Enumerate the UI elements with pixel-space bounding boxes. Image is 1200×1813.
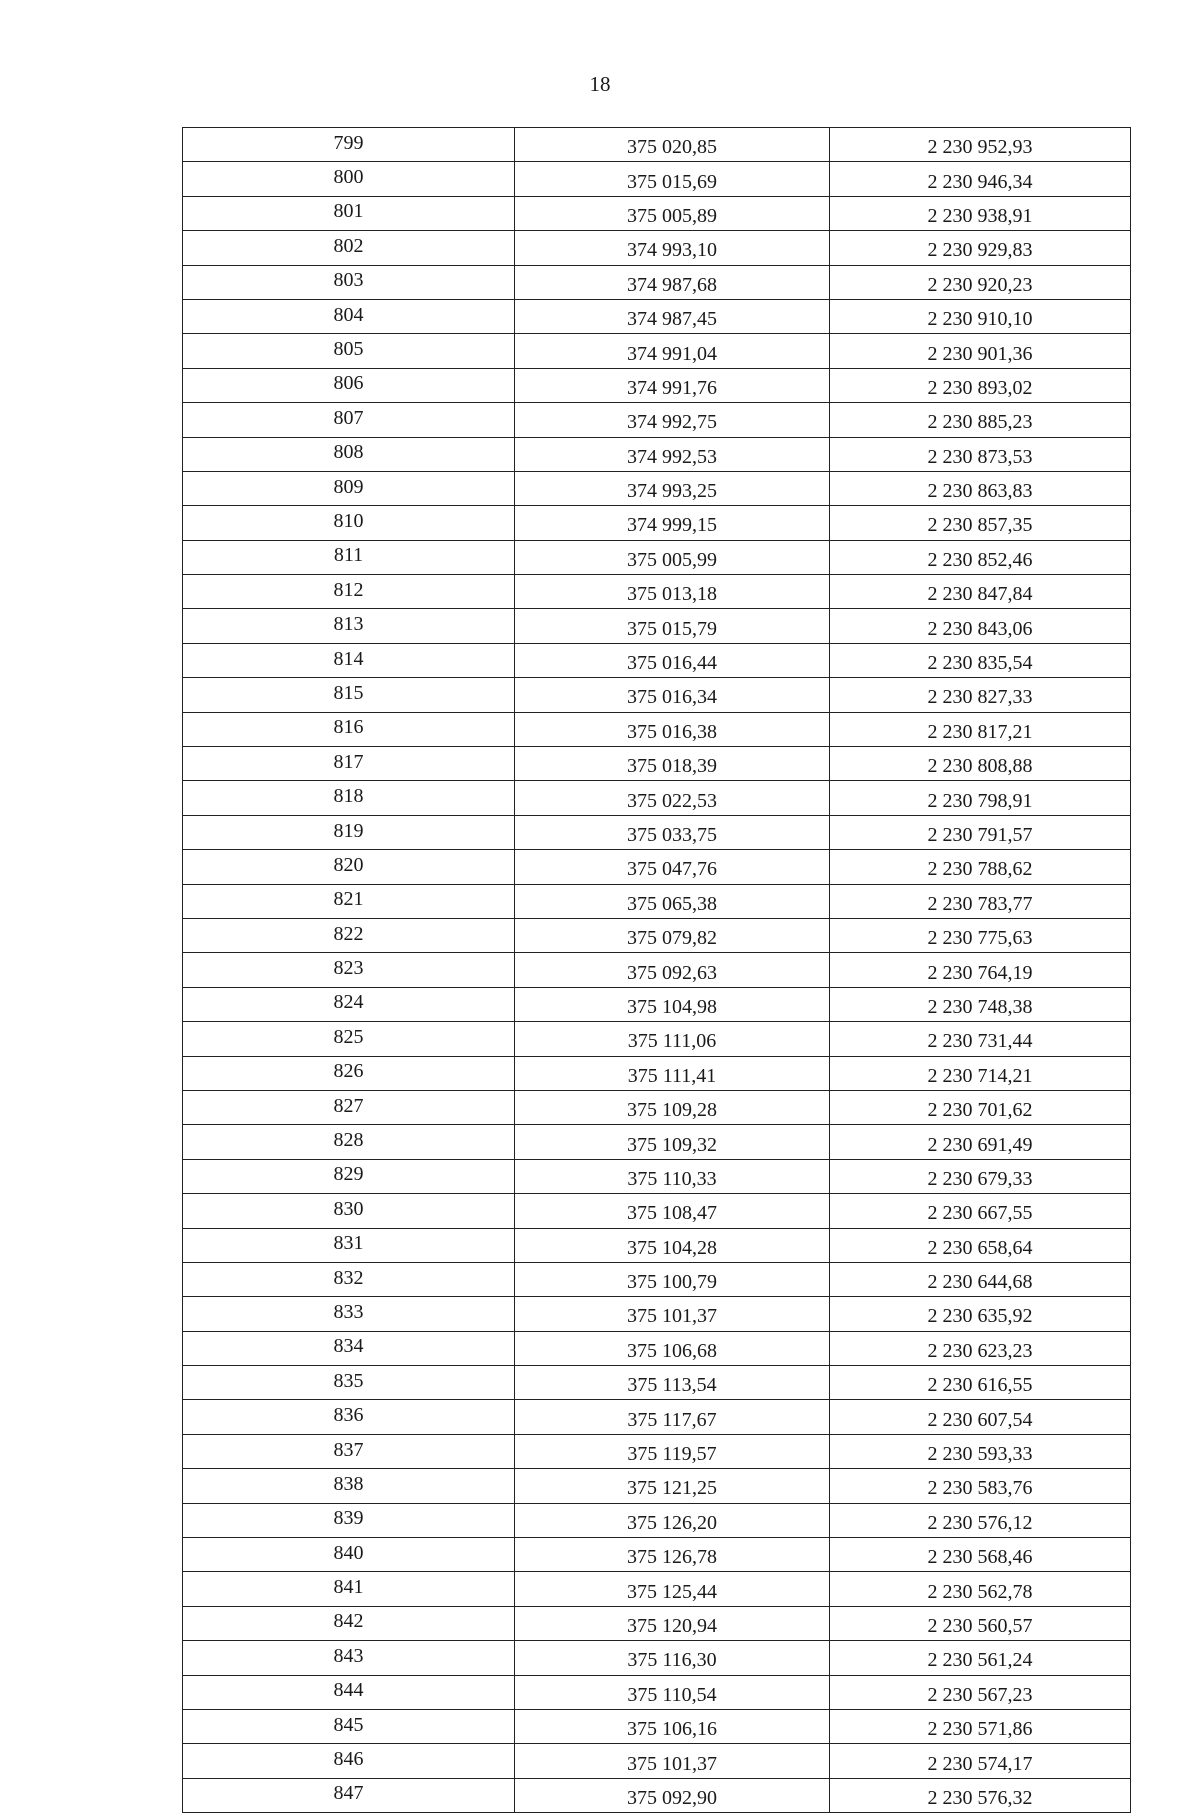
y-coordinate-cell: 2 230 679,33: [830, 1159, 1131, 1193]
point-number-cell: 809: [183, 471, 515, 505]
x-coordinate-cell: 374 992,53: [515, 437, 830, 471]
x-coordinate-cell: 375 111,06: [515, 1022, 830, 1056]
point-number-cell: 799: [183, 128, 515, 162]
table-row: [183, 575, 1131, 609]
point-number-cell: 842: [183, 1606, 515, 1640]
y-coordinate-cell: 2 230 562,78: [830, 1572, 1131, 1606]
y-coordinate-cell: 2 230 791,57: [830, 815, 1131, 849]
point-number-cell: 801: [183, 196, 515, 230]
point-number-cell: 825: [183, 1022, 515, 1056]
table-row: [183, 1675, 1131, 1709]
x-coordinate-cell: 375 065,38: [515, 884, 830, 918]
table-row: [183, 1331, 1131, 1365]
point-number-cell: 843: [183, 1641, 515, 1675]
x-coordinate-cell: 374 992,75: [515, 403, 830, 437]
y-coordinate-cell: 2 230 731,44: [830, 1022, 1131, 1056]
y-coordinate-cell: 2 230 691,49: [830, 1125, 1131, 1159]
table-row: [183, 231, 1131, 265]
point-number-cell: 804: [183, 299, 515, 333]
x-coordinate-cell: 375 092,90: [515, 1778, 830, 1812]
y-coordinate-cell: 2 230 798,91: [830, 781, 1131, 815]
x-coordinate-cell: 375 119,57: [515, 1434, 830, 1468]
table-row: [183, 1056, 1131, 1090]
point-number-cell: 814: [183, 643, 515, 677]
x-coordinate-cell: 375 005,89: [515, 196, 830, 230]
point-number-cell: 829: [183, 1159, 515, 1193]
table-row: [183, 1022, 1131, 1056]
x-coordinate-cell: 374 991,76: [515, 368, 830, 402]
x-coordinate-cell: 375 022,53: [515, 781, 830, 815]
x-coordinate-cell: 375 109,28: [515, 1090, 830, 1124]
point-number-cell: 817: [183, 747, 515, 781]
y-coordinate-cell: 2 230 574,17: [830, 1744, 1131, 1778]
table-row: [183, 747, 1131, 781]
table-row: [183, 403, 1131, 437]
table-row: [183, 1194, 1131, 1228]
y-coordinate-cell: 2 230 714,21: [830, 1056, 1131, 1090]
y-coordinate-cell: 2 230 560,57: [830, 1606, 1131, 1640]
table-row: [183, 1159, 1131, 1193]
y-coordinate-cell: 2 230 857,35: [830, 506, 1131, 540]
table-row: [183, 1641, 1131, 1675]
table-row: [183, 815, 1131, 849]
point-number-cell: 819: [183, 815, 515, 849]
table-row: [183, 609, 1131, 643]
point-number-cell: 846: [183, 1744, 515, 1778]
y-coordinate-cell: 2 230 910,10: [830, 299, 1131, 333]
table-row: [183, 1538, 1131, 1572]
point-number-cell: 800: [183, 162, 515, 196]
y-coordinate-cell: 2 230 701,62: [830, 1090, 1131, 1124]
x-coordinate-cell: 375 109,32: [515, 1125, 830, 1159]
x-coordinate-cell: 375 106,68: [515, 1331, 830, 1365]
point-number-cell: 839: [183, 1503, 515, 1537]
point-number-cell: 830: [183, 1194, 515, 1228]
point-number-cell: 834: [183, 1331, 515, 1365]
point-number-cell: 822: [183, 918, 515, 952]
table-row: [183, 1469, 1131, 1503]
table-row: [183, 987, 1131, 1021]
table-row: [183, 1503, 1131, 1537]
y-coordinate-cell: 2 230 885,23: [830, 403, 1131, 437]
x-coordinate-cell: 375 100,79: [515, 1262, 830, 1296]
table-row: [183, 1228, 1131, 1262]
point-number-cell: 823: [183, 953, 515, 987]
table-row: [183, 884, 1131, 918]
table-row: [183, 1366, 1131, 1400]
point-number-cell: 811: [183, 540, 515, 574]
y-coordinate-cell: 2 230 929,83: [830, 231, 1131, 265]
table-row: [183, 643, 1131, 677]
table-row: [183, 781, 1131, 815]
table-row: [183, 299, 1131, 333]
point-number-cell: 827: [183, 1090, 515, 1124]
x-coordinate-cell: 375 104,28: [515, 1228, 830, 1262]
y-coordinate-cell: 2 230 635,92: [830, 1297, 1131, 1331]
x-coordinate-cell: 375 079,82: [515, 918, 830, 952]
x-coordinate-cell: 375 126,20: [515, 1503, 830, 1537]
y-coordinate-cell: 2 230 893,02: [830, 368, 1131, 402]
table-row: [183, 162, 1131, 196]
table-row: [183, 265, 1131, 299]
y-coordinate-cell: 2 230 873,53: [830, 437, 1131, 471]
y-coordinate-cell: 2 230 952,93: [830, 128, 1131, 162]
point-number-cell: 831: [183, 1228, 515, 1262]
point-number-cell: 828: [183, 1125, 515, 1159]
x-coordinate-cell: 375 120,94: [515, 1606, 830, 1640]
x-coordinate-cell: 375 020,85: [515, 128, 830, 162]
y-coordinate-cell: 2 230 920,23: [830, 265, 1131, 299]
x-coordinate-cell: 375 092,63: [515, 953, 830, 987]
point-number-cell: 835: [183, 1366, 515, 1400]
y-coordinate-cell: 2 230 583,76: [830, 1469, 1131, 1503]
point-number-cell: 802: [183, 231, 515, 265]
x-coordinate-cell: 375 016,44: [515, 643, 830, 677]
table-row: [183, 1606, 1131, 1640]
y-coordinate-cell: 2 230 576,12: [830, 1503, 1131, 1537]
x-coordinate-cell: 374 993,25: [515, 471, 830, 505]
x-coordinate-cell: 375 101,37: [515, 1744, 830, 1778]
x-coordinate-cell: 375 005,99: [515, 540, 830, 574]
point-number-cell: 840: [183, 1538, 515, 1572]
x-coordinate-cell: 375 113,54: [515, 1366, 830, 1400]
y-coordinate-cell: 2 230 946,34: [830, 162, 1131, 196]
table-row: [183, 1125, 1131, 1159]
y-coordinate-cell: 2 230 847,84: [830, 575, 1131, 609]
x-coordinate-cell: 374 993,10: [515, 231, 830, 265]
x-coordinate-cell: 374 987,68: [515, 265, 830, 299]
x-coordinate-cell: 375 016,38: [515, 712, 830, 746]
y-coordinate-cell: 2 230 568,46: [830, 1538, 1131, 1572]
point-number-cell: 805: [183, 334, 515, 368]
table-row: [183, 1262, 1131, 1296]
table-row: [183, 1400, 1131, 1434]
x-coordinate-cell: 375 013,18: [515, 575, 830, 609]
point-number-cell: 815: [183, 678, 515, 712]
y-coordinate-cell: 2 230 576,32: [830, 1778, 1131, 1812]
y-coordinate-cell: 2 230 561,24: [830, 1641, 1131, 1675]
coordinates-table-body: [183, 128, 1131, 1813]
y-coordinate-cell: 2 230 658,64: [830, 1228, 1131, 1262]
table-row: [183, 334, 1131, 368]
y-coordinate-cell: 2 230 748,38: [830, 987, 1131, 1021]
table-row: [183, 712, 1131, 746]
table-row: [183, 1434, 1131, 1468]
y-coordinate-cell: 2 230 852,46: [830, 540, 1131, 574]
y-coordinate-cell: 2 230 783,77: [830, 884, 1131, 918]
x-coordinate-cell: 375 033,75: [515, 815, 830, 849]
table-row: [183, 850, 1131, 884]
x-coordinate-cell: 375 047,76: [515, 850, 830, 884]
y-coordinate-cell: 2 230 843,06: [830, 609, 1131, 643]
point-number-cell: 836: [183, 1400, 515, 1434]
point-number-cell: 812: [183, 575, 515, 609]
point-number-cell: 821: [183, 884, 515, 918]
table-row: [183, 437, 1131, 471]
point-number-cell: 806: [183, 368, 515, 402]
point-number-cell: 832: [183, 1262, 515, 1296]
point-number-cell: 807: [183, 403, 515, 437]
point-number-cell: 845: [183, 1709, 515, 1743]
x-coordinate-cell: 374 999,15: [515, 506, 830, 540]
x-coordinate-cell: 375 117,67: [515, 1400, 830, 1434]
point-number-cell: 820: [183, 850, 515, 884]
y-coordinate-cell: 2 230 938,91: [830, 196, 1131, 230]
table-row: [183, 918, 1131, 952]
table-row: [183, 1709, 1131, 1743]
y-coordinate-cell: 2 230 571,86: [830, 1709, 1131, 1743]
point-number-cell: 808: [183, 437, 515, 471]
y-coordinate-cell: 2 230 623,23: [830, 1331, 1131, 1365]
table-row: [183, 1778, 1131, 1812]
point-number-cell: 847: [183, 1778, 515, 1812]
x-coordinate-cell: 375 111,41: [515, 1056, 830, 1090]
table-row: [183, 1090, 1131, 1124]
y-coordinate-cell: 2 230 567,23: [830, 1675, 1131, 1709]
point-number-cell: 826: [183, 1056, 515, 1090]
x-coordinate-cell: 374 991,04: [515, 334, 830, 368]
point-number-cell: 837: [183, 1434, 515, 1468]
y-coordinate-cell: 2 230 667,55: [830, 1194, 1131, 1228]
point-number-cell: 810: [183, 506, 515, 540]
x-coordinate-cell: 375 104,98: [515, 987, 830, 1021]
table-row: [183, 128, 1131, 162]
x-coordinate-cell: 375 110,54: [515, 1675, 830, 1709]
x-coordinate-cell: 375 110,33: [515, 1159, 830, 1193]
point-number-cell: 818: [183, 781, 515, 815]
table-row: [183, 196, 1131, 230]
x-coordinate-cell: 374 987,45: [515, 299, 830, 333]
table-row: [183, 1572, 1131, 1606]
y-coordinate-cell: 2 230 901,36: [830, 334, 1131, 368]
point-number-cell: 838: [183, 1469, 515, 1503]
y-coordinate-cell: 2 230 644,68: [830, 1262, 1131, 1296]
x-coordinate-cell: 375 121,25: [515, 1469, 830, 1503]
x-coordinate-cell: 375 015,79: [515, 609, 830, 643]
coordinates-table: [182, 127, 1131, 1813]
x-coordinate-cell: 375 116,30: [515, 1641, 830, 1675]
x-coordinate-cell: 375 018,39: [515, 747, 830, 781]
y-coordinate-cell: 2 230 616,55: [830, 1366, 1131, 1400]
x-coordinate-cell: 375 016,34: [515, 678, 830, 712]
y-coordinate-cell: 2 230 775,63: [830, 918, 1131, 952]
point-number-cell: 841: [183, 1572, 515, 1606]
table-row: [183, 471, 1131, 505]
y-coordinate-cell: 2 230 827,33: [830, 678, 1131, 712]
point-number-cell: 813: [183, 609, 515, 643]
y-coordinate-cell: 2 230 764,19: [830, 953, 1131, 987]
table-row: [183, 1297, 1131, 1331]
y-coordinate-cell: 2 230 817,21: [830, 712, 1131, 746]
point-number-cell: 816: [183, 712, 515, 746]
y-coordinate-cell: 2 230 593,33: [830, 1434, 1131, 1468]
table-row: [183, 1744, 1131, 1778]
x-coordinate-cell: 375 015,69: [515, 162, 830, 196]
x-coordinate-cell: 375 106,16: [515, 1709, 830, 1743]
x-coordinate-cell: 375 108,47: [515, 1194, 830, 1228]
x-coordinate-cell: 375 101,37: [515, 1297, 830, 1331]
table-row: [183, 953, 1131, 987]
x-coordinate-cell: 375 125,44: [515, 1572, 830, 1606]
table-row: [183, 368, 1131, 402]
y-coordinate-cell: 2 230 607,54: [830, 1400, 1131, 1434]
y-coordinate-cell: 2 230 788,62: [830, 850, 1131, 884]
point-number-cell: 833: [183, 1297, 515, 1331]
y-coordinate-cell: 2 230 835,54: [830, 643, 1131, 677]
x-coordinate-cell: 375 126,78: [515, 1538, 830, 1572]
point-number-cell: 844: [183, 1675, 515, 1709]
table-row: [183, 540, 1131, 574]
table-row: [183, 678, 1131, 712]
point-number-cell: 803: [183, 265, 515, 299]
y-coordinate-cell: 2 230 863,83: [830, 471, 1131, 505]
y-coordinate-cell: 2 230 808,88: [830, 747, 1131, 781]
page-number: 18: [589, 72, 611, 96]
table-row: [183, 506, 1131, 540]
point-number-cell: 824: [183, 987, 515, 1021]
